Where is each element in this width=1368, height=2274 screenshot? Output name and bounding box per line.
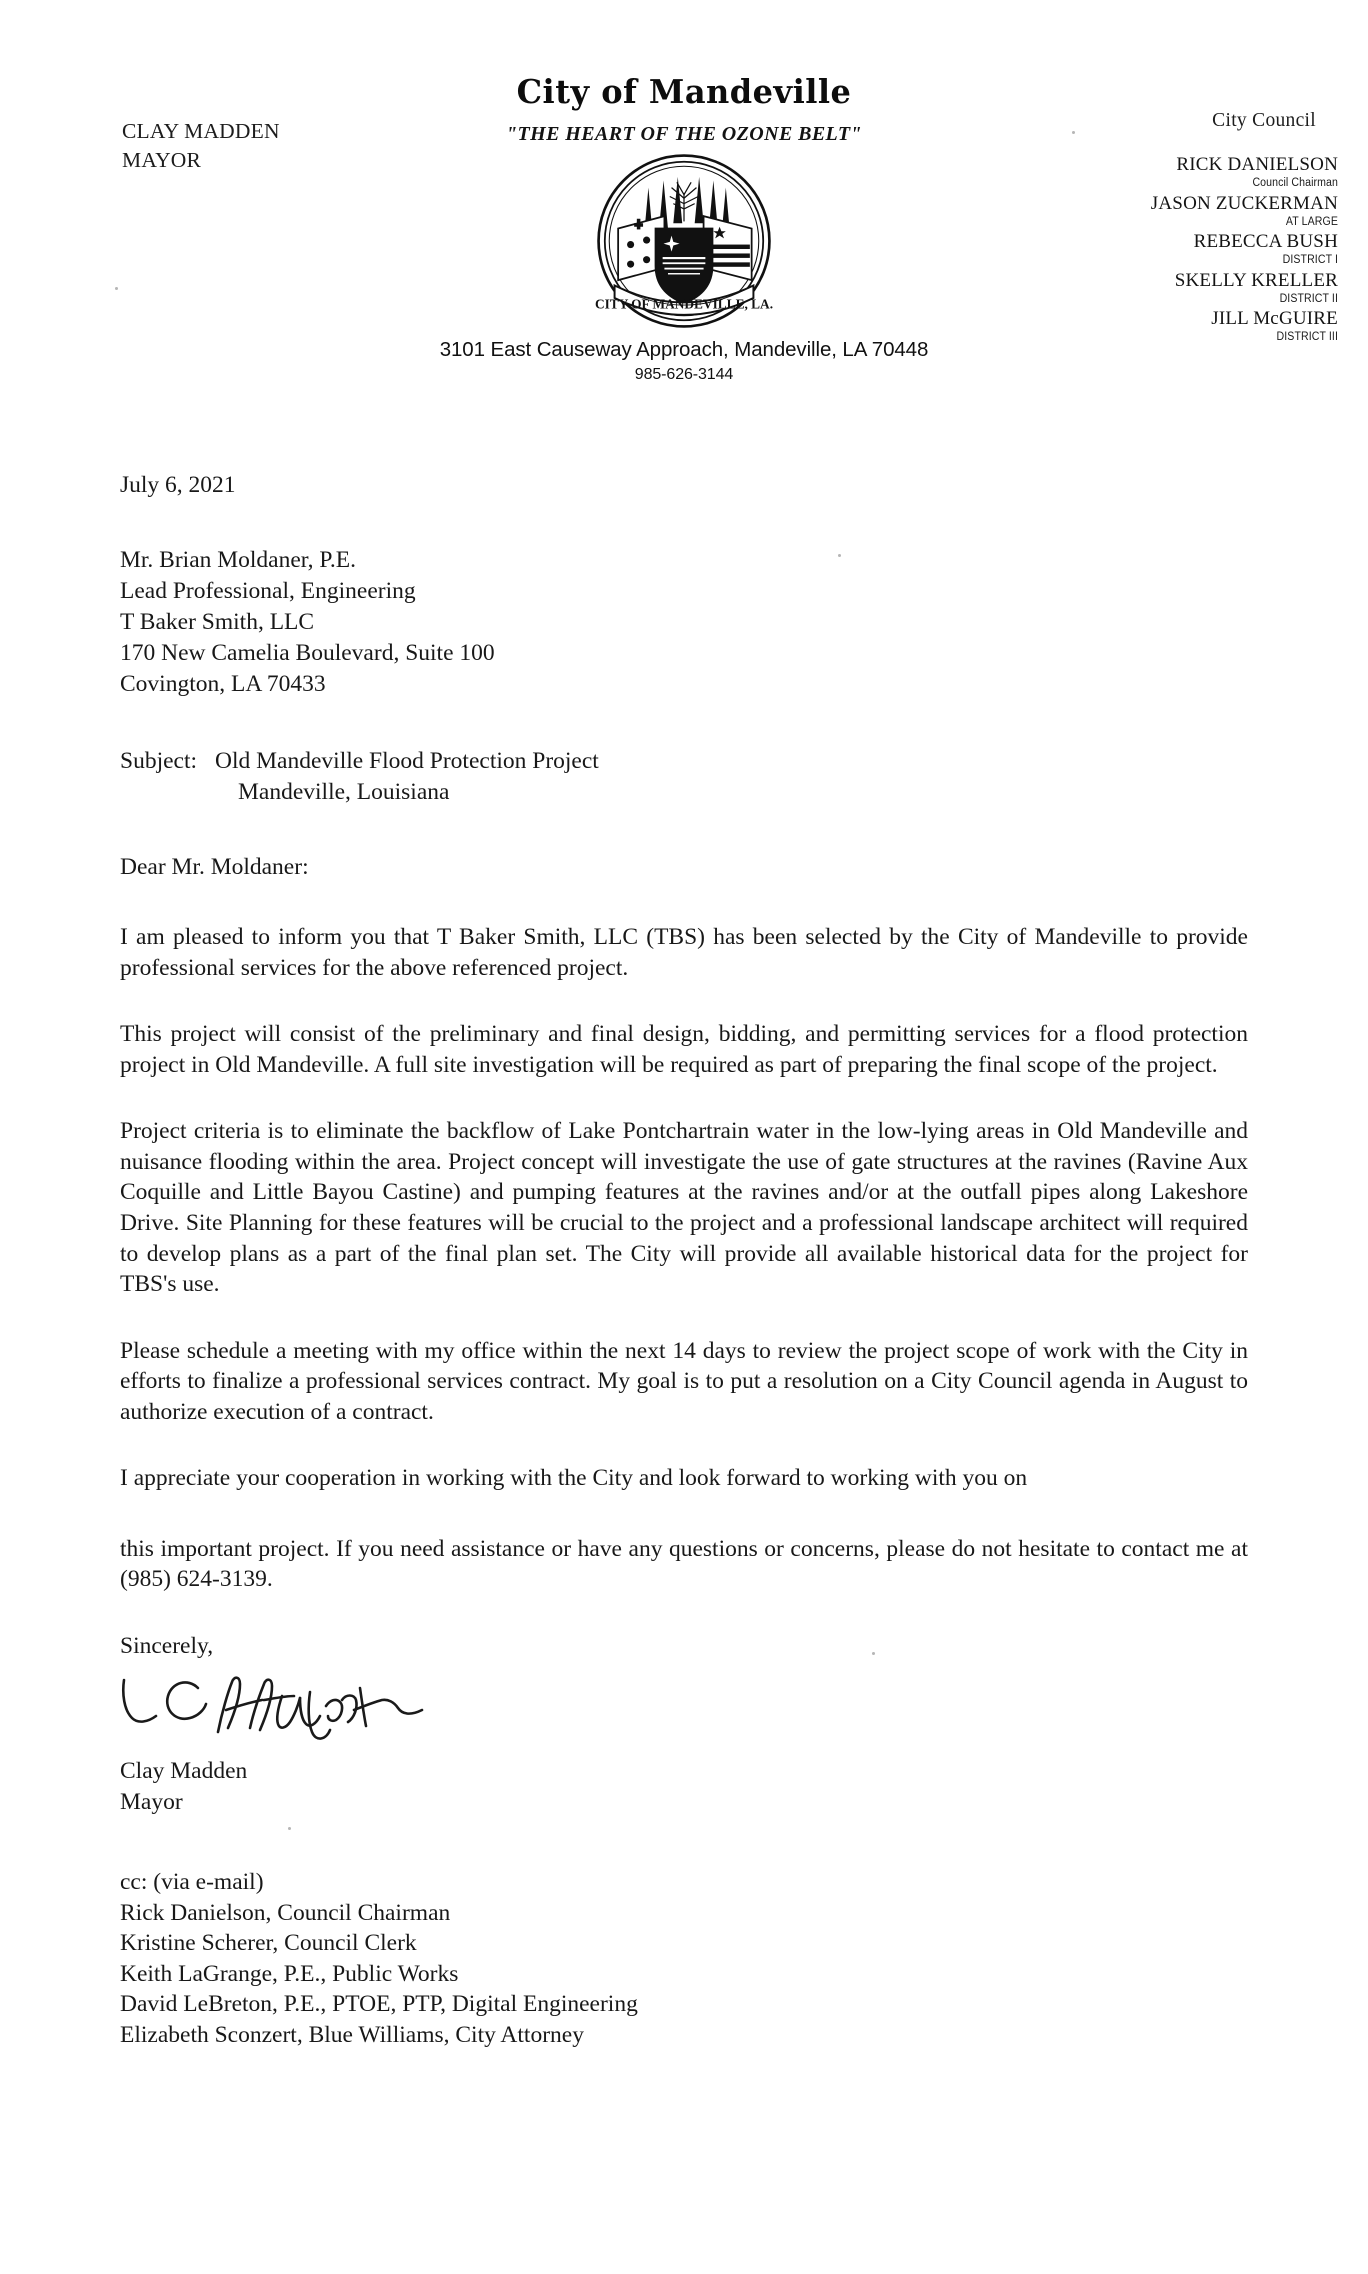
letterhead xyxy=(0,0,1368,420)
city-address: 3101 East Causeway Approach, Mandeville, LA 70448 xyxy=(439,338,929,361)
council-member-role: DISTRICT III xyxy=(1276,331,1338,344)
council-heading: City Council xyxy=(1212,110,1316,131)
council-member xyxy=(1008,270,1338,309)
city-name: City of Mandeville xyxy=(516,72,852,111)
council-member xyxy=(1008,154,1338,193)
council-member-role: DISTRICT II xyxy=(1279,292,1338,305)
council-block xyxy=(1008,110,1338,347)
cc-recipient: Elizabeth Sconzert, Blue Williams, City Attorney xyxy=(120,2021,584,2048)
subject-line-1: Old Mandeville Flood Protection Project xyxy=(215,747,599,774)
council-member-role: DISTRICT I xyxy=(1282,254,1338,267)
subject-label: Subject: xyxy=(120,747,198,774)
body-paragraph-3: Project criteria is to eliminate the backflow of Lake Pontchartrain water in the low-lying areas in Old Mandeville and nuisance flooding within the area. Project concept will investigate the use of gate structures at the ravines (Ravine Aux Coquille and Little Bayou Castine) and pumping features at the ravines and/or at the outfall pipes along Lakeshore Drive. Site Planning for these features will be crucial to the project and a professional landscape architect will required to develop plans as a part of the final plan set. The City will provide all available historical data for the project for TBS's use. xyxy=(120,1118,1248,1298)
seal-ribbon-text: CITY OF MANDEVILLE, LA. xyxy=(595,296,773,312)
body-paragraph-2: This project will consist of the preliminary and final design, bidding, and permitting services for a flood protection project in Old Mandeville. A full site investigation will be required as part of preparing the final scope of the project. xyxy=(120,1021,1248,1078)
council-member-name: RICK DANIELSON xyxy=(1176,154,1338,175)
scan-speck xyxy=(838,554,841,557)
council-member-role: Council Chairman xyxy=(1252,177,1338,190)
recipient-address-block xyxy=(120,545,1248,700)
cc-recipient: Keith LaGrange, P.E., Public Works xyxy=(120,1960,459,1987)
signature xyxy=(114,1666,1248,1755)
body-paragraph-4: Please schedule a meeting with my office within the next 14 days to review the project scope of work with the City in efforts to finalize a professional services contract. My goal is to put a resolution on a City Council agenda in August to authorize execution of a contract. xyxy=(120,1337,1248,1425)
cc-recipient: David LeBreton, P.E., PTOE, PTP, Digital Engineering xyxy=(120,1991,638,2018)
signer-name: Clay Madden xyxy=(120,1758,248,1785)
city-phone: 985-626-3144 xyxy=(634,366,734,383)
recipient-line: Mr. Brian Moldaner, P.E. xyxy=(120,546,356,573)
scan-speck xyxy=(1072,131,1075,134)
body-paragraph-6: this important project. If you need assistance or have any questions or concerns, please do not hesitate to contact me at (985) 624-3139. xyxy=(120,1535,1248,1593)
cc-recipient: Rick Danielson, Council Chairman xyxy=(120,1899,451,1926)
letter-body xyxy=(120,470,1248,2050)
council-member-list xyxy=(1008,154,1338,347)
council-member-name: JASON ZUCKERMAN xyxy=(1150,192,1338,214)
subject-line-2: Mandeville, Louisiana xyxy=(238,778,450,805)
council-member xyxy=(1008,231,1338,270)
cc-recipient: Kristine Scherer, Council Clerk xyxy=(120,1930,417,1957)
recipient-line: Covington, LA 70433 xyxy=(120,670,326,697)
body-paragraph-1: I am pleased to inform you that T Baker Smith, LLC (TBS) has been selected by the City of Mandeville to provide professional services for the above referenced project. xyxy=(120,924,1248,981)
city-seal-icon xyxy=(595,152,773,330)
scan-speck xyxy=(115,287,118,290)
council-member-name: REBECCA BUSH xyxy=(1193,231,1338,253)
cc-block xyxy=(120,1867,1248,2050)
letter-date: July 6, 2021 xyxy=(120,472,236,498)
signer-title: Mayor xyxy=(120,1788,183,1815)
body-paragraph-5: I appreciate your cooperation in working with the City and look forward to working with you on xyxy=(120,1465,1028,1492)
council-member xyxy=(1008,193,1338,232)
scan-speck xyxy=(288,1827,291,1830)
council-member-name: SKELLY KRELLER xyxy=(1174,269,1338,291)
recipient-line: Lead Professional, Engineering xyxy=(120,577,416,604)
mayor-title: MAYOR xyxy=(122,147,202,172)
city-tagline: "THE HEART OF THE OZONE BELT" xyxy=(506,123,862,145)
council-member-name: JILL McGUIRE xyxy=(1211,308,1338,330)
signer-block xyxy=(120,1756,1248,1817)
mayor-name: CLAY MADDEN xyxy=(122,119,280,143)
closing-line: Sincerely, xyxy=(120,1632,214,1659)
recipient-line: 170 New Camelia Boulevard, Suite 100 xyxy=(120,639,495,666)
council-member-role: AT LARGE xyxy=(1285,215,1338,228)
subject-block xyxy=(120,746,1248,808)
cc-heading: cc: (via e-mail) xyxy=(120,1869,264,1896)
council-member xyxy=(1008,308,1338,347)
recipient-line: T Baker Smith, LLC xyxy=(120,608,315,635)
signature-icon xyxy=(114,1666,444,1746)
scan-speck xyxy=(872,1652,875,1655)
salutation: Dear Mr. Moldaner: xyxy=(120,853,309,880)
